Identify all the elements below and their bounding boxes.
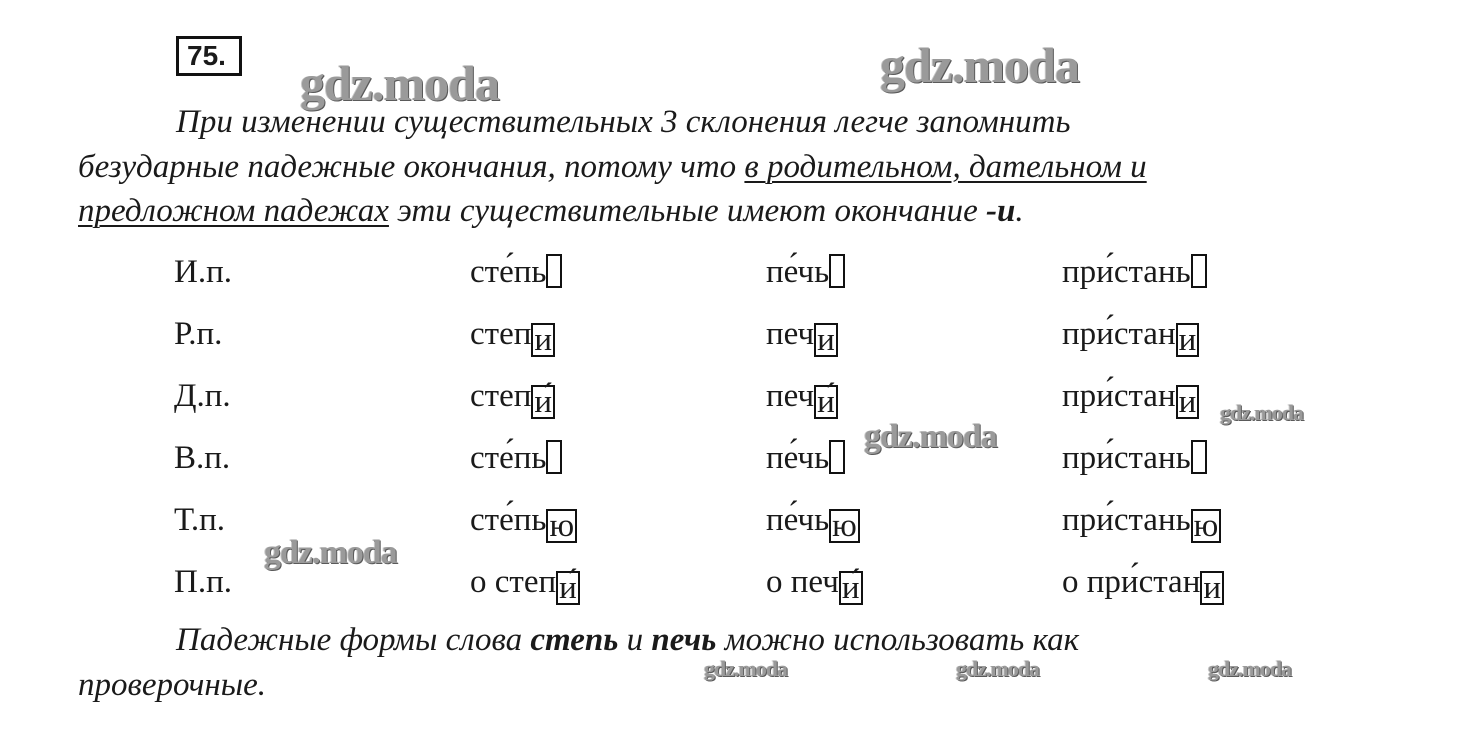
conclusion-text: и (618, 622, 652, 658)
word-stem: пе́чь (766, 502, 830, 538)
conclusion-line-2: проверочные. (78, 666, 266, 703)
word-form (766, 498, 860, 543)
word-form (766, 250, 845, 294)
word-stem: о печ (766, 564, 839, 600)
word-form (1062, 498, 1221, 543)
word-stem: пе́чь (766, 440, 830, 476)
underlined-text: предложном падежах (78, 193, 389, 229)
ending-box: и (814, 323, 838, 357)
watermark: gdz.moda (300, 55, 499, 111)
bold-word: печь (651, 622, 717, 658)
ending-box (1191, 440, 1207, 474)
watermark: gdz.moda (264, 534, 397, 571)
word-stem: степ (470, 316, 532, 352)
ending-rule: -и (986, 193, 1016, 229)
conclusion-text: можно использовать как (716, 622, 1080, 658)
watermark: gdz.moda (864, 418, 997, 455)
case-label: Р.п. (174, 316, 223, 352)
case-label: П.п. (174, 564, 232, 600)
ending-box: ю (1191, 509, 1222, 543)
ending-box: и́ (556, 571, 580, 605)
word-stem: сте́пь (470, 254, 547, 290)
ending-box (546, 254, 562, 288)
watermark: gdz.moda (1220, 400, 1304, 425)
word-stem: при́стан (1062, 316, 1176, 352)
exercise-number: 75. (176, 36, 242, 76)
word-form (766, 312, 838, 357)
ending-box: ю (546, 509, 577, 543)
watermark: gdz.moda (956, 656, 1040, 681)
conclusion-text: Падежные формы слова (176, 622, 531, 658)
case-label: Д.п. (174, 378, 231, 414)
ending-box (1191, 254, 1207, 288)
word-form (470, 436, 562, 480)
case-label: В.п. (174, 440, 231, 476)
ending-box (829, 254, 845, 288)
word-form (470, 250, 562, 294)
table-row (0, 560, 1460, 604)
ending-box: и́ (839, 571, 863, 605)
word-stem: при́стань (1062, 440, 1191, 476)
intro-paragraph (78, 100, 1378, 234)
case-label: И.п. (174, 254, 232, 290)
word-form (766, 436, 845, 480)
case-label: Т.п. (174, 502, 226, 538)
word-stem: о при́стан (1062, 564, 1201, 600)
intro-text: эти существительные имеют окончание (388, 193, 987, 229)
word-form (766, 560, 863, 605)
table-row (0, 374, 1460, 418)
ending-box: и (1176, 385, 1200, 419)
word-form (1062, 312, 1199, 357)
bold-word: степь (530, 622, 619, 658)
word-stem: печ (766, 316, 815, 352)
table-row (0, 436, 1460, 480)
conclusion-line-1 (78, 618, 1378, 663)
word-stem: степ (470, 378, 532, 414)
table-row (0, 250, 1460, 294)
table-row (0, 498, 1460, 542)
word-form (470, 498, 577, 543)
intro-text: безударные падежные окончания, потому что (78, 148, 745, 185)
conclusion-paragraph (78, 618, 1378, 707)
word-stem: о степ (470, 564, 557, 600)
watermark: gdz.moda (1208, 656, 1292, 681)
ending-box: и (1176, 323, 1200, 357)
table-row (0, 312, 1460, 356)
word-stem: печ (766, 378, 815, 414)
word-stem: сте́пь (470, 502, 547, 538)
intro-line-3 (78, 189, 1378, 234)
word-form (1062, 374, 1199, 419)
word-form (1062, 250, 1207, 294)
word-form (470, 560, 580, 605)
ending-box: и (531, 323, 555, 357)
word-form (1062, 436, 1207, 480)
ending-box: ю (829, 509, 860, 543)
ending-box: и (1200, 571, 1224, 605)
underlined-text: в родительном, дательном и (744, 148, 1147, 185)
word-stem: сте́пь (470, 440, 547, 476)
ending-box: и́ (814, 385, 838, 419)
word-stem: при́стан (1062, 378, 1176, 414)
ending-box: и́ (531, 385, 555, 419)
ending-box (546, 440, 562, 474)
ending-box (829, 440, 845, 474)
word-stem: пе́чь (766, 254, 830, 290)
word-stem: при́стань (1062, 502, 1191, 538)
intro-text: . (1015, 193, 1024, 229)
word-form (470, 312, 555, 357)
word-form (470, 374, 555, 419)
word-stem: при́стань (1062, 254, 1191, 290)
intro-line-1: При изменении существительных 3 склонения легче запомнить (176, 104, 1071, 140)
intro-line-2 (78, 145, 1378, 190)
watermark: gdz.moda (704, 656, 788, 681)
word-form (766, 374, 838, 419)
word-form (1062, 560, 1224, 605)
watermark: gdz.moda (880, 37, 1079, 93)
